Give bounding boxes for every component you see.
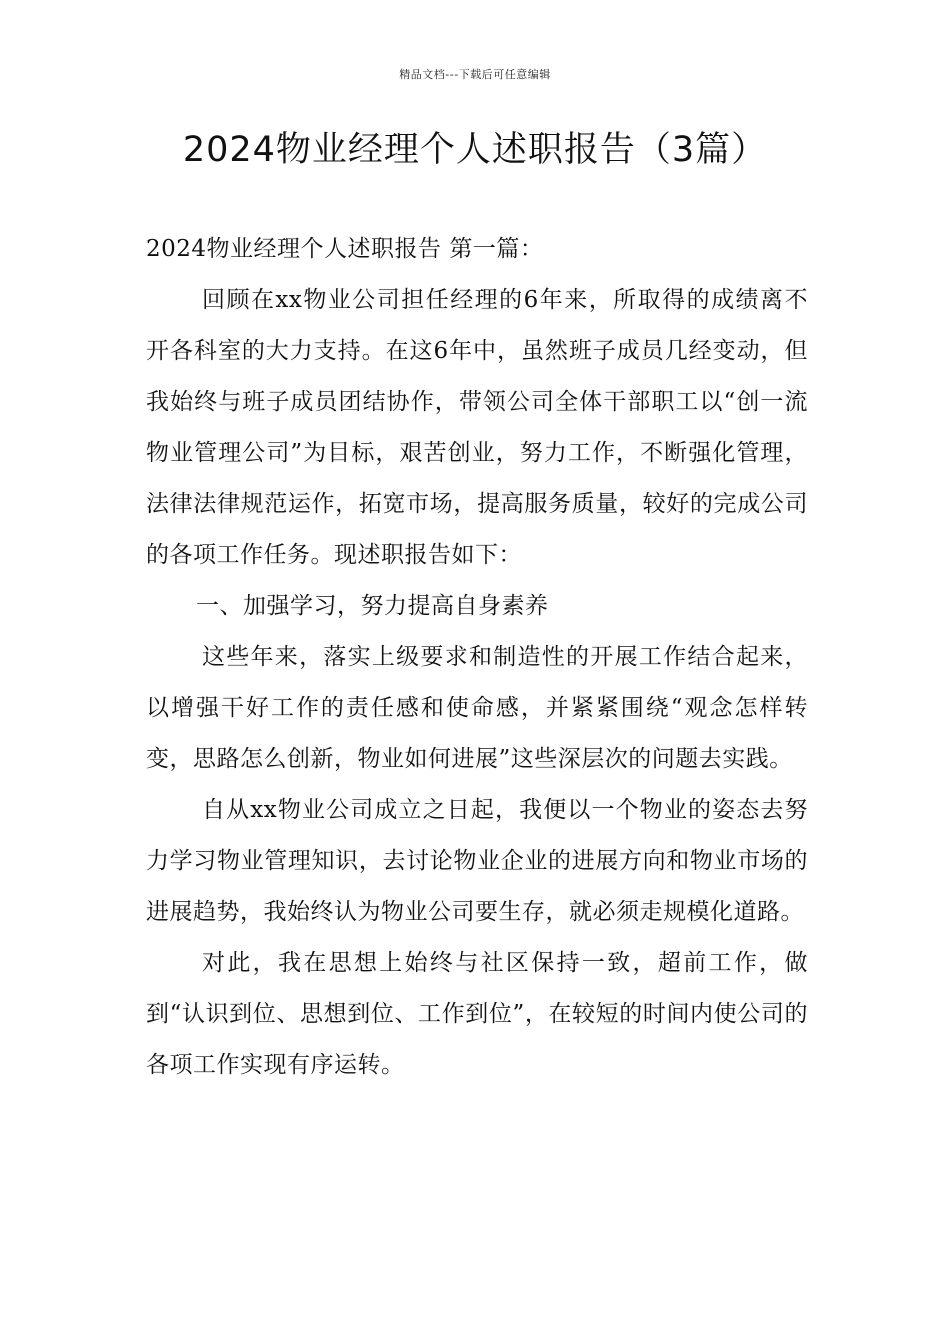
subheading-study: 一、加强学习，努力提高自身素养 bbox=[196, 593, 549, 619]
document-body bbox=[146, 224, 808, 1091]
section-heading: 2024物业经理个人述职报告 第一篇： bbox=[146, 236, 544, 262]
paragraph-intro: 回顾在xx物业公司担任经理的6年来，所取得的成绩离不开各科室的大力支持。在这6年中，虽然班子成员几经变动，但我始终与班子成员团结协作，带领公司全体干部职工以“创一流物业管理公司”为目标，艰苦创业，努力工作，不断强化管理，法律法律规范运作，拓宽市场，提高服务质量，较好的完成公司的各项工作任务。现述职报告如下： bbox=[146, 287, 808, 568]
paragraph-alignment: 对此，我在思想上始终与社区保持一致，超前工作，做到“认识到位、思想到位、工作到位”，在较短的时间内使公司的各项工作实现有序运转。 bbox=[146, 950, 808, 1078]
document-header-note: 精品文档---下载后可任意编辑 bbox=[399, 68, 551, 81]
paragraph-learning: 自从xx物业公司成立之日起，我便以一个物业的姿态去努力学习物业管理知识，去讨论物业企业的进展方向和物业市场的进展趋势，我始终认为物业公司要生存，就必须走规模化道路。 bbox=[146, 797, 808, 925]
paragraph-practice: 这些年来，落实上级要求和制造性的开展工作结合起来，以增强干好工作的责任感和使命感，并紧紧围绕“观念怎样转变，思路怎么创新，物业如何进展”这些深层次的问题去实践。 bbox=[146, 644, 808, 772]
document-title: 2024物业经理个人述职报告（3篇） bbox=[182, 130, 768, 170]
